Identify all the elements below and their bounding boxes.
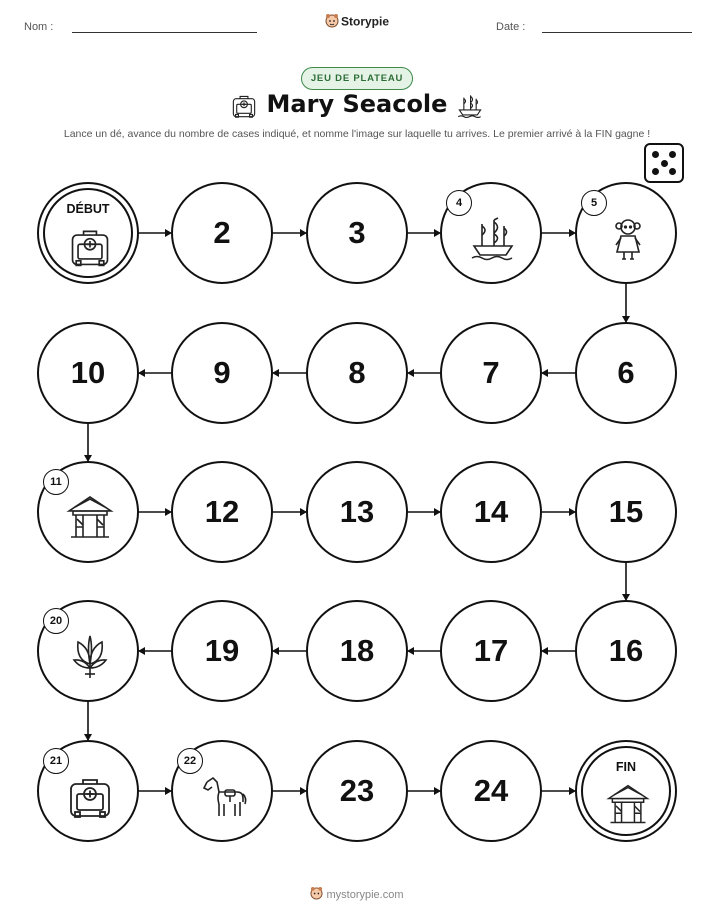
board-space-20[interactable] bbox=[37, 600, 139, 702]
footer bbox=[0, 886, 714, 904]
space-number-badge: 20 bbox=[43, 608, 69, 634]
page-title: Mary Seacole bbox=[266, 90, 448, 118]
space-number: 2 bbox=[213, 215, 231, 250]
finish-space[interactable] bbox=[575, 740, 677, 842]
space-number: 7 bbox=[482, 355, 500, 390]
space-number: 10 bbox=[70, 355, 106, 390]
date-label: Date : bbox=[496, 21, 526, 33]
space-number: 16 bbox=[608, 633, 644, 668]
board-space-2[interactable] bbox=[171, 182, 273, 284]
name-label: Nom : bbox=[24, 21, 54, 33]
herb-leaves-icon bbox=[65, 632, 115, 682]
board-space-24[interactable] bbox=[440, 740, 542, 842]
board-space-16[interactable] bbox=[575, 600, 677, 702]
space-number: 8 bbox=[348, 355, 366, 390]
hut-icon bbox=[605, 782, 651, 828]
board-space-9[interactable] bbox=[171, 322, 273, 424]
board-game-badge: JEU DE PLATEAU bbox=[301, 67, 413, 90]
footer-url[interactable]: mystorypie.com bbox=[326, 888, 404, 901]
space-number: 13 bbox=[339, 494, 375, 529]
board-space-15[interactable] bbox=[575, 461, 677, 563]
die-icon bbox=[644, 143, 684, 183]
space-number: 6 bbox=[617, 355, 635, 390]
doll-icon bbox=[603, 214, 653, 264]
hut-icon bbox=[65, 493, 115, 543]
space-number: 18 bbox=[339, 633, 375, 668]
board-space-13[interactable] bbox=[306, 461, 408, 563]
space-number-badge: 11 bbox=[43, 469, 69, 495]
start-space[interactable] bbox=[37, 182, 139, 284]
space-number-badge: 21 bbox=[43, 748, 69, 774]
board-space-3[interactable] bbox=[306, 182, 408, 284]
horse-icon bbox=[199, 772, 249, 822]
space-number: 24 bbox=[473, 773, 509, 808]
board-space-4[interactable] bbox=[440, 182, 542, 284]
board-space-10[interactable] bbox=[37, 322, 139, 424]
board-space-5[interactable] bbox=[575, 182, 677, 284]
medical-bag-icon bbox=[65, 772, 115, 822]
ship-icon bbox=[468, 214, 518, 264]
space-number-badge: 4 bbox=[446, 190, 472, 216]
board-space-11[interactable] bbox=[37, 461, 139, 563]
space-label: FIN bbox=[615, 760, 637, 774]
board-space-14[interactable] bbox=[440, 461, 542, 563]
board-space-12[interactable] bbox=[171, 461, 273, 563]
space-number: 17 bbox=[473, 633, 509, 668]
instructions: Lance un dé, avance du nombre de cases indiqué, et nomme l'image sur laquelle tu arrives. Le premier arrivé à la FIN gagne ! bbox=[63, 128, 651, 140]
board-space-7[interactable] bbox=[440, 322, 542, 424]
board-space-19[interactable] bbox=[171, 600, 273, 702]
board-space-21[interactable] bbox=[37, 740, 139, 842]
medical-bag-icon bbox=[67, 224, 113, 270]
board-space-17[interactable] bbox=[440, 600, 542, 702]
space-number: 19 bbox=[204, 633, 240, 668]
space-number: 3 bbox=[348, 215, 366, 250]
storypie-logo-icon bbox=[310, 886, 323, 904]
brand bbox=[0, 13, 714, 32]
space-number: 14 bbox=[473, 494, 509, 529]
board-space-23[interactable] bbox=[306, 740, 408, 842]
board-space-22[interactable] bbox=[171, 740, 273, 842]
space-number-badge: 22 bbox=[177, 748, 203, 774]
board-space-6[interactable] bbox=[575, 322, 677, 424]
space-number: 15 bbox=[608, 494, 644, 529]
brand-name: Storypie bbox=[340, 14, 389, 29]
ship-icon bbox=[456, 92, 484, 125]
name-line[interactable] bbox=[72, 32, 257, 33]
board-space-18[interactable] bbox=[306, 600, 408, 702]
date-line[interactable] bbox=[542, 32, 692, 33]
space-number: 9 bbox=[213, 355, 231, 390]
space-number: 23 bbox=[339, 773, 375, 808]
space-label: DÉBUT bbox=[66, 202, 110, 216]
space-number: 12 bbox=[204, 494, 240, 529]
space-number-badge: 5 bbox=[581, 190, 607, 216]
storypie-logo-icon bbox=[325, 13, 339, 32]
board-space-8[interactable] bbox=[306, 322, 408, 424]
